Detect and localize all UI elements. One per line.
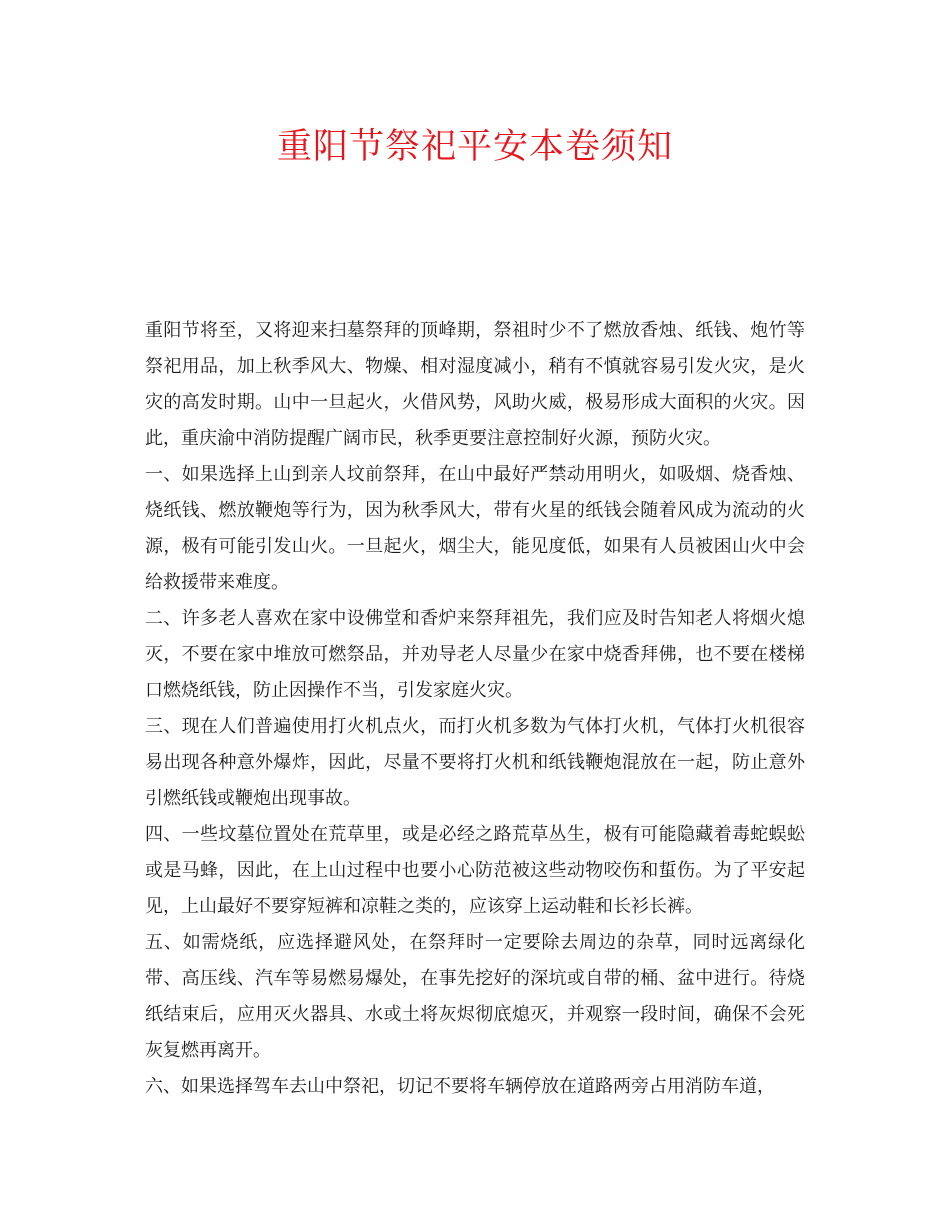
paragraph-item-4: 四、一些坟墓位置处在荒草里，或是必经之路荒草丛生，极有可能隐藏着毒蛇蜈蚣或是马蜂，因此，在上山过程中也要小心防范被这些动物咬伤和蜇伤。为了平安起见，上山最好不要穿短裤和凉鞋之类的，应该穿上运动鞋和长衫长裤。 xyxy=(145,824,805,917)
document-title: 重阳节祭祀平安本卷须知 xyxy=(276,127,673,167)
document-body xyxy=(145,313,805,1105)
paragraph-item-5: 五、如需烧纸，应选择避风处，在祭拜时一定要除去周边的杂草，同时远离绿化带、高压线、汽车等易燃易爆处，在事先挖好的深坑或自带的桶、盆中进行。待烧纸结束后，应用灭火器具、水或土将灰烬彻底熄灭，并观察一段时间，确保不会死灰复燃再离开。 xyxy=(145,932,805,1061)
paragraph-intro: 重阳节将至，又将迎来扫墓祭拜的顶峰期，祭祖时少不了燃放香烛、纸钱、炮竹等祭祀用品，加上秋季风大、物燥、相对湿度减小，稍有不慎就容易引发火灾，是火灾的高发时期。山中一旦起火，火借风势，风助火威，极易形成大面积的火灾。因此，重庆渝中消防提醒广阔市民，秋季更要注意控制好火源，预防火灾。 xyxy=(145,320,805,449)
paragraph-item-6: 六、如果选择驾车去山中祭祀，切记不要将车辆停放在道路两旁占用消防车道， xyxy=(145,1076,775,1097)
paragraph-item-3: 三、现在人们普遍使用打火机点火，而打火机多数为气体打火机，气体打火机很容易出现各种意外爆炸，因此，尽量不要将打火机和纸钱鞭炮混放在一起，防止意外引燃纸钱或鞭炮出现事故。 xyxy=(145,716,805,809)
paragraph-item-2: 二、许多老人喜欢在家中设佛堂和香炉来祭拜祖先，我们应及时告知老人将烟火熄灭，不要在家中堆放可燃祭品，并劝导老人尽量少在家中烧香拜佛，也不要在楼梯口燃烧纸钱，防止因操作不当，引发家庭火灾。 xyxy=(145,608,805,701)
paragraph-item-1: 一、如果选择上山到亲人坟前祭拜，在山中最好严禁动用明火，如吸烟、烧香烛、烧纸钱、燃放鞭炮等行为，因为秋季风大，带有火星的纸钱会随着风成为流动的火源，极有可能引发山火。一旦起火，烟尘大，能见度低，如果有人员被困山火中会给救援带来难度。 xyxy=(145,464,805,593)
